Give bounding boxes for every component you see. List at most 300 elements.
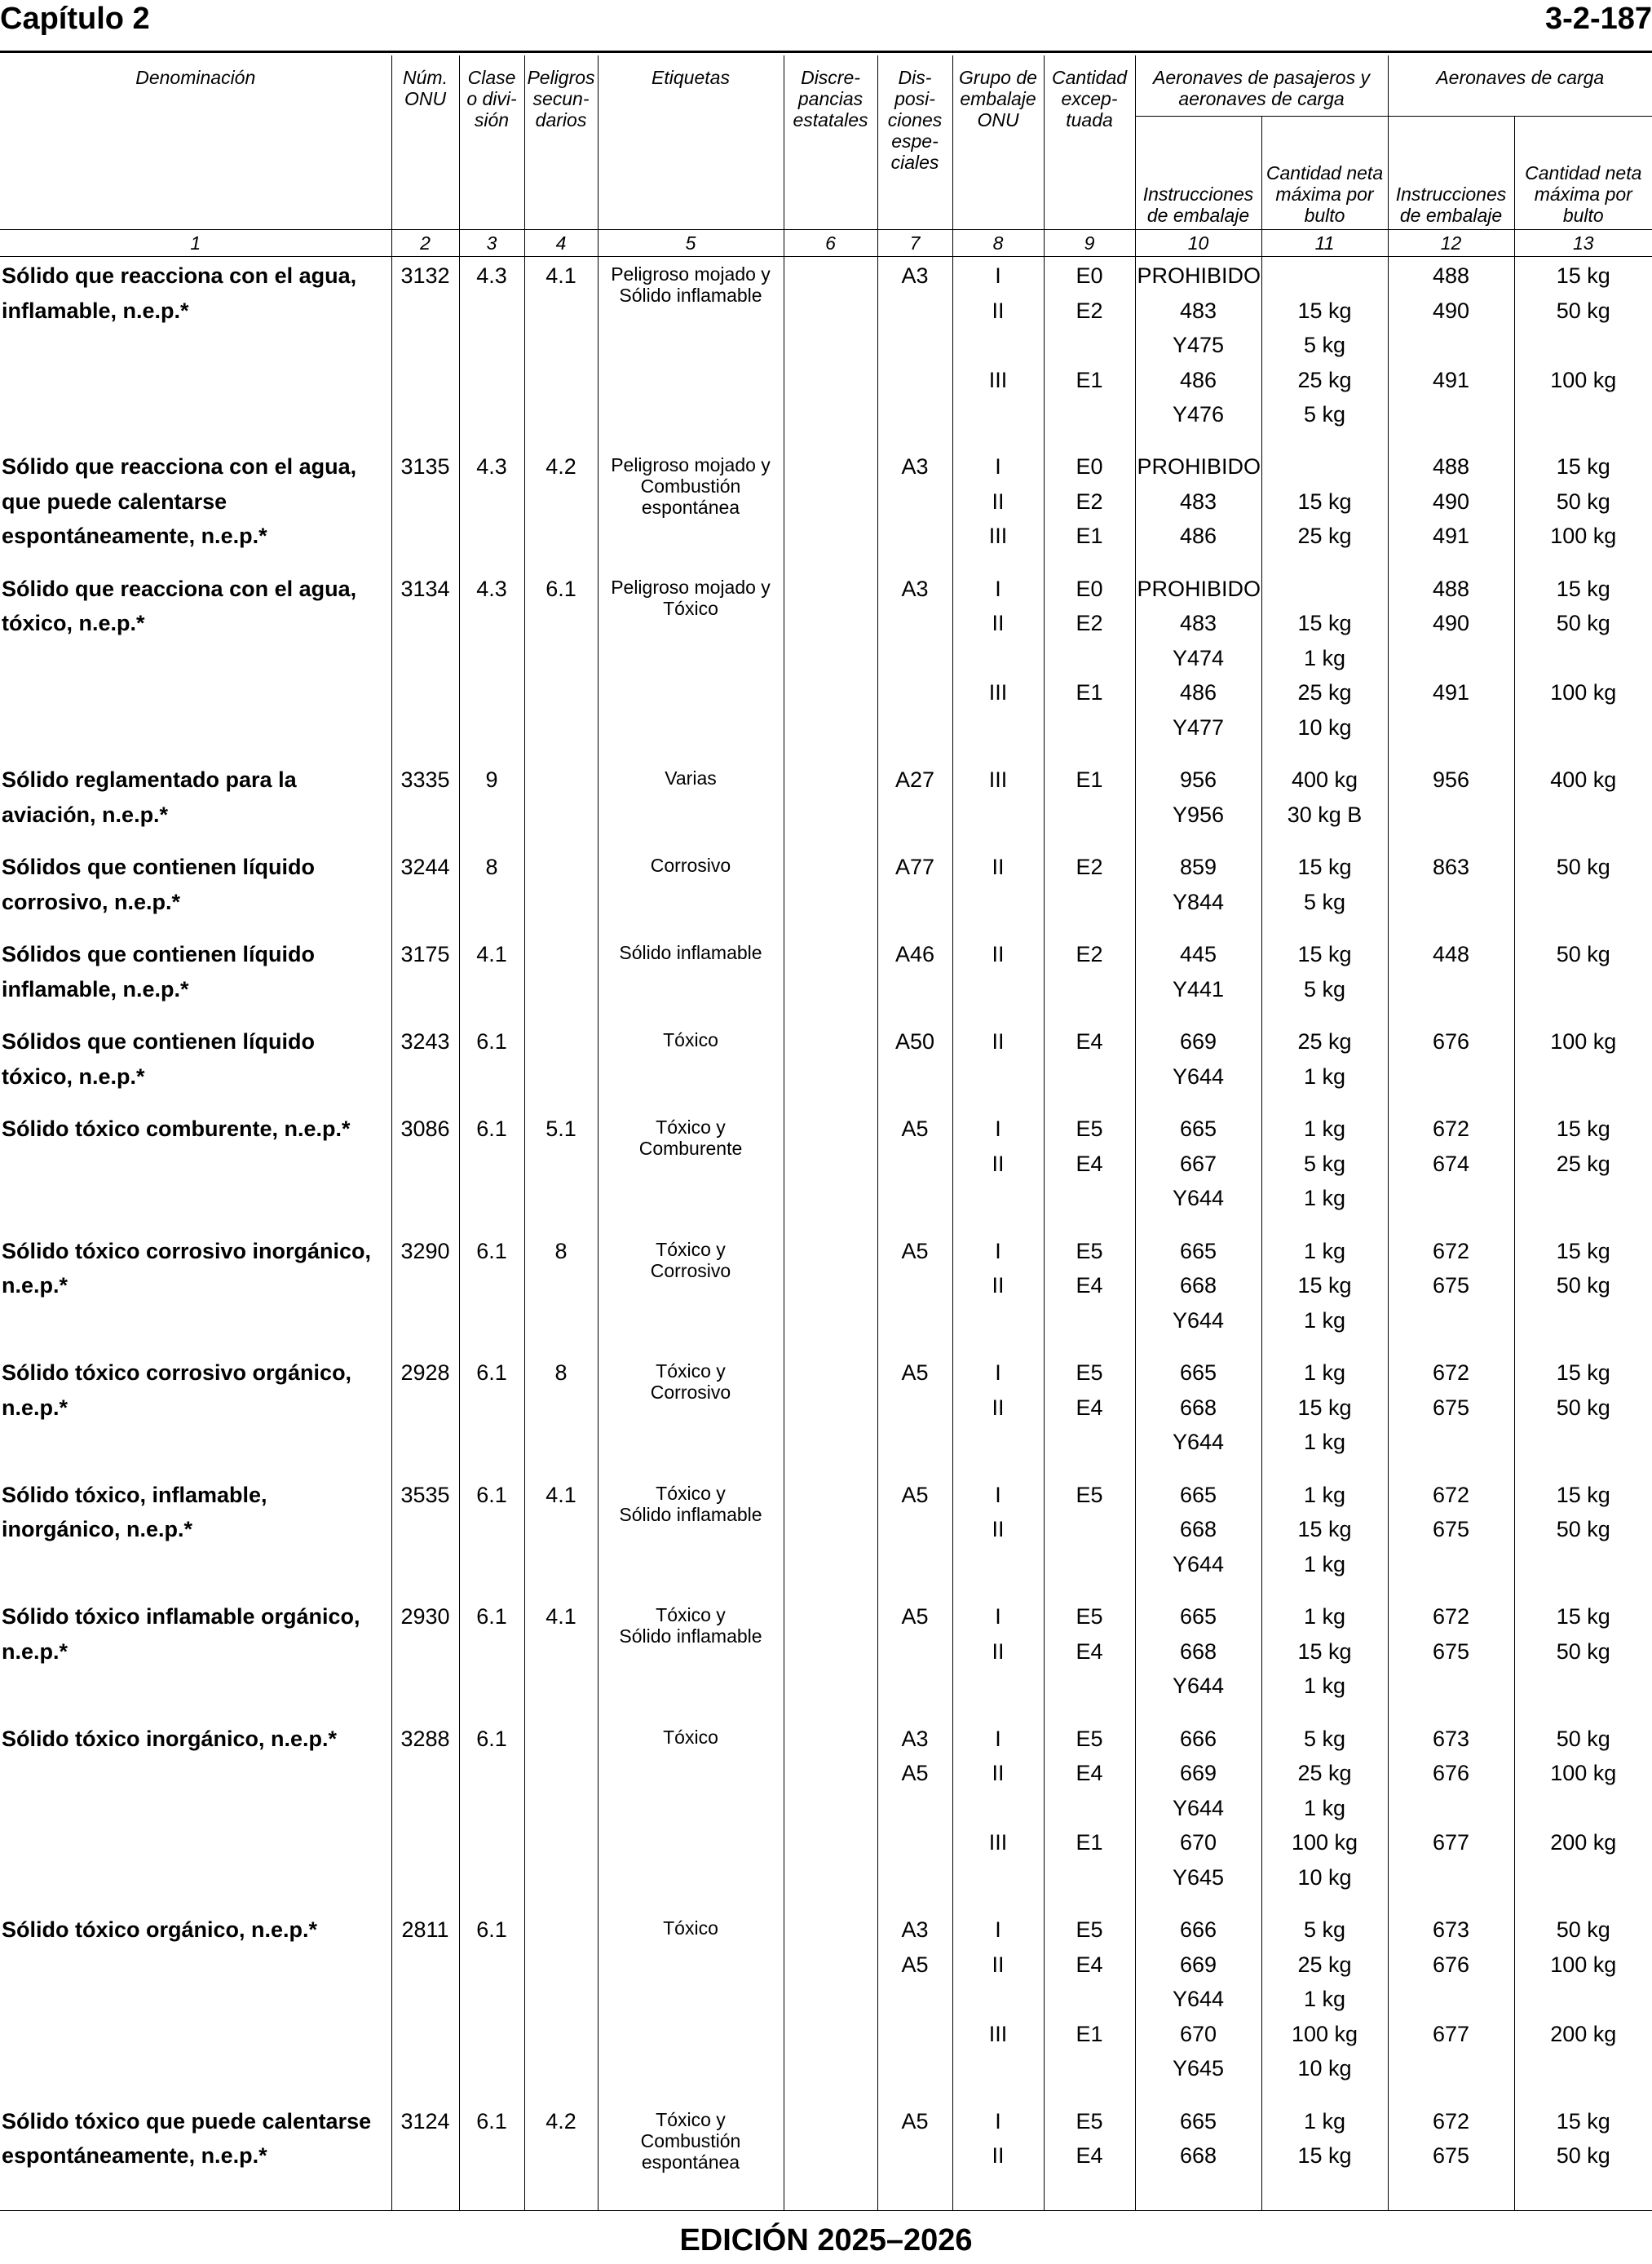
cell-line: 15 kg — [1297, 2143, 1352, 2168]
cell-clase — [459, 1476, 524, 1599]
cell-line: 50 kg — [1556, 298, 1610, 323]
cell-line: II — [992, 1395, 1005, 1420]
cell-line: Sólido que reacciona con el agua, — [2, 576, 357, 601]
filler-cell — [0, 2190, 391, 2211]
cell-line: 15 kg — [1297, 1395, 1352, 1420]
cell-etiquetas — [598, 257, 784, 449]
table-row — [0, 935, 1652, 1023]
edition-footer: EDICIÓN 2025–2026 — [679, 2223, 973, 2257]
cell-cant-cargo — [1514, 1911, 1652, 2103]
cell-line: 2930 — [400, 1604, 450, 1629]
cell-peligros — [524, 1598, 598, 1720]
cell-instr-pax — [1135, 1232, 1261, 1355]
cell-line: 25 kg — [1297, 680, 1352, 705]
cell-num-onu — [391, 761, 459, 848]
cell-instr-pax — [1135, 1720, 1261, 1912]
cell-instr-pax — [1135, 2103, 1261, 2190]
cell-line: Peligroso mojado y — [611, 454, 771, 475]
cell-line: Tóxico y — [656, 2108, 726, 2130]
cell-line: 677 — [1432, 1830, 1470, 1855]
cell-discrepancias — [784, 257, 877, 449]
cell-line: Y645 — [1172, 1864, 1225, 1890]
cell-line: 100 kg — [1291, 2021, 1358, 2046]
cell-line: 488 — [1432, 454, 1470, 479]
cell-disposiciones — [877, 1720, 952, 1912]
cell-instr-cargo — [1388, 848, 1514, 935]
cell-line: Sólidos que contienen líquido — [2, 855, 315, 879]
cell-line: 15 kg — [1556, 454, 1610, 479]
cell-num-onu — [391, 570, 459, 762]
cell-line: 50 kg — [1556, 1917, 1610, 1942]
cell-line: E4 — [1076, 1952, 1103, 1977]
cell-etiquetas — [598, 1911, 784, 2103]
cell-line — [786, 1024, 876, 1059]
col-header-discrepancias: Discre- pancias estatales — [784, 55, 877, 230]
cell-line: espontánea — [641, 497, 740, 518]
table-row — [0, 1720, 1652, 1912]
cell-instr-pax — [1135, 1476, 1261, 1599]
cell-line: Tóxico — [663, 597, 718, 619]
cell-disposiciones — [877, 1023, 952, 1110]
cell-discrepancias — [784, 848, 877, 935]
cell-line: II — [992, 942, 1005, 966]
cell-line: inorgánico, n.e.p.* — [2, 1517, 193, 1541]
cell-discrepancias — [784, 761, 877, 848]
cell-line: 665 — [1179, 1360, 1217, 1385]
cell-line: 15 kg — [1297, 1273, 1352, 1298]
cell-line — [786, 1599, 876, 1634]
column-number: 8 — [952, 230, 1044, 257]
cell-line: Tóxico y — [656, 1238, 726, 1260]
cell-line: A3 — [901, 576, 929, 601]
cell-grupo — [952, 257, 1044, 449]
cell-clase — [459, 935, 524, 1023]
cell-line: 25 kg — [1297, 1761, 1352, 1785]
cell-line: 1 kg — [1303, 1795, 1346, 1820]
cell-line: 10 kg — [1297, 2056, 1352, 2080]
cell-discrepancias — [784, 1911, 877, 2103]
cell-line — [1517, 2051, 1651, 2086]
cell-line: 1 kg — [1303, 1063, 1346, 1089]
cell-denominacion — [0, 1023, 391, 1110]
cell-line: Sólido que reacciona con el agua, — [2, 263, 357, 288]
cell-line: 677 — [1432, 2021, 1470, 2046]
cell-line: E5 — [1076, 1117, 1103, 1141]
cell-line: Tóxico y — [656, 1482, 726, 1504]
cell-line: 6.1 — [476, 1117, 507, 1141]
cell-line: 669 — [1179, 1029, 1217, 1054]
cell-line: 1 kg — [1303, 1674, 1346, 1698]
cell-instr-pax — [1135, 1598, 1261, 1720]
cell-line: A27 — [894, 767, 935, 792]
cell-cant-pax — [1261, 1110, 1388, 1232]
cell-line: II — [992, 2143, 1005, 2168]
cell-line: III — [988, 367, 1008, 392]
cell-line: 665 — [1179, 2108, 1217, 2134]
cell-line: 675 — [1432, 2143, 1470, 2168]
cell-line: Sólido que reacciona con el agua, — [2, 454, 357, 479]
cell-cant-pax — [1261, 848, 1388, 935]
cell-cant-cargo — [1514, 2103, 1652, 2190]
cell-denominacion — [0, 761, 391, 848]
cell-line — [1046, 1860, 1133, 1895]
cell-line: 1 kg — [1303, 1238, 1346, 1263]
column-number: 1 — [0, 230, 391, 257]
cell-peligros — [524, 1232, 598, 1355]
cell-clase — [459, 848, 524, 935]
cell-line: Sólido tóxico que puede calentarse — [2, 2108, 372, 2134]
cell-line — [786, 2104, 876, 2139]
cell-line: A5 — [901, 2108, 929, 2134]
cell-line — [1517, 397, 1651, 432]
col-header-clase: Clase o divi- sión — [459, 55, 524, 230]
cell-line: 666 — [1179, 1917, 1217, 1942]
cell-line: Tóxico — [663, 1029, 718, 1050]
cell-line: 8 — [554, 1238, 568, 1263]
cell-line: Sólidos que contienen líquido — [2, 942, 315, 966]
cell-line: E0 — [1076, 576, 1103, 601]
cell-instr-pax — [1135, 1110, 1261, 1232]
cell-line: 5.1 — [546, 1117, 576, 1141]
cell-line: 400 kg — [1291, 767, 1358, 792]
cell-line: n.e.p.* — [2, 1395, 68, 1420]
cell-line: 4.3 — [476, 576, 507, 601]
cell-grupo — [952, 1911, 1044, 2103]
cell-line: 3124 — [400, 2108, 450, 2134]
cell-disposiciones — [877, 935, 952, 1023]
cell-line: 672 — [1432, 1604, 1470, 1629]
cell-cantidad-exceptuada — [1044, 2103, 1135, 2190]
cell-line: A50 — [894, 1029, 935, 1054]
cell-grupo — [952, 935, 1044, 1023]
cell-line: espontáneamente, n.e.p.* — [2, 524, 267, 548]
cell-line — [1390, 1791, 1513, 1826]
bottom-rule — [0, 2210, 1652, 2211]
cell-line: 1 kg — [1303, 1360, 1346, 1385]
cell-clase — [459, 761, 524, 848]
cell-cant-cargo — [1514, 1110, 1652, 1232]
cell-grupo — [952, 1354, 1044, 1476]
cell-line: Y477 — [1172, 714, 1225, 740]
cell-line — [955, 710, 1042, 745]
cell-line: 483 — [1179, 611, 1217, 635]
cell-line: 5 kg — [1303, 1726, 1346, 1751]
cell-line: 665 — [1179, 1117, 1217, 1141]
cell-line: 50 kg — [1556, 1395, 1610, 1420]
cell-discrepancias — [784, 2103, 877, 2190]
cell-denominacion — [0, 1598, 391, 1720]
table-row — [0, 570, 1652, 762]
cell-line: Combustión — [640, 475, 741, 497]
cell-line: Y644 — [1172, 1430, 1225, 1454]
cell-line: A5 — [901, 1604, 929, 1629]
cell-line: 4.3 — [476, 263, 507, 288]
cell-denominacion — [0, 1476, 391, 1599]
cell-etiquetas — [598, 1720, 784, 1912]
cell-line: E5 — [1076, 1726, 1103, 1751]
cell-line: Tóxico y — [656, 1604, 726, 1625]
cell-disposiciones — [877, 2103, 952, 2190]
cell-denominacion — [0, 1720, 391, 1912]
cell-line: 100 kg — [1550, 1761, 1617, 1785]
cell-cantidad-exceptuada — [1044, 1354, 1135, 1476]
cell-line: 3243 — [400, 1029, 450, 1054]
column-number: 10 — [1135, 230, 1261, 257]
cell-line: 100 kg — [1550, 524, 1617, 548]
cell-line: A5 — [901, 1117, 929, 1141]
cell-line: Combustión — [640, 2129, 741, 2151]
cell-line: 15 kg — [1297, 298, 1352, 323]
cell-line: 676 — [1432, 1029, 1470, 1054]
cell-line: III — [988, 767, 1008, 792]
cell-line — [1390, 1860, 1513, 1895]
cell-line: 25 kg — [1297, 1952, 1352, 1977]
col-header-cant-cargo: Cantidad neta máxima por bulto — [1514, 117, 1652, 230]
cell-peligros — [524, 1911, 598, 2103]
cell-line: 673 — [1432, 1726, 1470, 1751]
column-number: 12 — [1388, 230, 1514, 257]
cell-cantidad-exceptuada — [1044, 1110, 1135, 1232]
cell-peligros — [524, 935, 598, 1023]
cell-line: 5 kg — [1303, 402, 1346, 427]
cell-line: Tóxico y — [656, 1360, 726, 1382]
cell-line: inflamable, n.e.p.* — [2, 976, 189, 1002]
cell-instr-pax — [1135, 848, 1261, 935]
table-row — [0, 1476, 1652, 1599]
cell-line: Sólido tóxico comburente, n.e.p.* — [2, 1117, 351, 1141]
cell-line: 4.1 — [546, 263, 576, 288]
cell-line: A5 — [901, 1952, 929, 1977]
cell-instr-pax — [1135, 1023, 1261, 1110]
cell-cantidad-exceptuada — [1044, 1911, 1135, 2103]
table-row — [0, 1232, 1652, 1355]
column-number: 9 — [1044, 230, 1135, 257]
cell-line: 15 kg — [1556, 1604, 1610, 1629]
cell-line: Y644 — [1172, 1795, 1225, 1820]
cell-line: 4.1 — [476, 942, 507, 966]
cell-line: 488 — [1432, 263, 1470, 288]
cell-line: 4.1 — [546, 1604, 576, 1629]
cell-instr-cargo — [1388, 1110, 1514, 1232]
cell-cant-cargo — [1514, 257, 1652, 449]
cell-num-onu — [391, 257, 459, 449]
cell-line: 675 — [1432, 1517, 1470, 1541]
cell-line: 3290 — [400, 1238, 450, 1263]
table-row — [0, 1110, 1652, 1232]
cell-line: 675 — [1432, 1638, 1470, 1664]
cell-line: 675 — [1432, 1273, 1470, 1298]
cell-line: 863 — [1432, 855, 1470, 879]
cell-line — [527, 850, 596, 885]
cell-disposiciones — [877, 257, 952, 449]
table-row — [0, 1023, 1652, 1110]
cell-line: Tóxico — [663, 1917, 718, 1939]
cell-line: que puede calentarse — [2, 489, 227, 514]
filler-cell — [1261, 2190, 1388, 2211]
cell-denominacion — [0, 570, 391, 762]
cell-line — [1046, 710, 1133, 745]
cell-num-onu — [391, 1232, 459, 1355]
cell-instr-cargo — [1388, 570, 1514, 762]
cell-line: 15 kg — [1556, 263, 1610, 288]
cell-line: Y644 — [1172, 1551, 1225, 1576]
cell-peligros — [524, 2103, 598, 2190]
col-header-num-onu: Núm. ONU — [391, 55, 459, 230]
cell-clase — [459, 1232, 524, 1355]
cell-grupo — [952, 1720, 1044, 1912]
cell-line: 50 kg — [1556, 855, 1610, 879]
table-row — [0, 848, 1652, 935]
cell-line: 675 — [1432, 1395, 1470, 1420]
cell-line — [1046, 2051, 1133, 2086]
cell-line: E5 — [1076, 1238, 1103, 1263]
cell-cantidad-exceptuada — [1044, 448, 1135, 570]
cell-line: E1 — [1076, 367, 1103, 392]
cell-disposiciones — [877, 1110, 952, 1232]
cell-line: 15 kg — [1556, 1117, 1610, 1141]
cell-cantidad-exceptuada — [1044, 570, 1135, 762]
cell-line: E4 — [1076, 1761, 1103, 1785]
cell-etiquetas — [598, 1354, 784, 1476]
cell-peligros — [524, 1354, 598, 1476]
cell-line: Corrosivo — [650, 1382, 731, 1403]
cell-line — [1390, 710, 1513, 745]
filler-cell — [1044, 2190, 1135, 2211]
cell-line: 10 kg — [1297, 714, 1352, 740]
col-header-cant-pax: Cantidad neta máxima por bulto — [1261, 117, 1388, 230]
cell-line: I — [995, 2108, 1001, 2134]
cell-line: 50 kg — [1556, 1726, 1610, 1751]
cell-line: 5 kg — [1303, 1917, 1346, 1942]
cell-denominacion — [0, 257, 391, 449]
cell-num-onu — [391, 1720, 459, 1912]
dangerous-goods-table — [0, 55, 1652, 2210]
cell-line: 668 — [1179, 1273, 1217, 1298]
cell-peligros — [524, 448, 598, 570]
cell-line: E5 — [1076, 1917, 1103, 1942]
cell-denominacion — [0, 1911, 391, 2103]
cell-line: Sólido tóxico, inflamable, — [2, 1482, 267, 1507]
cell-line: tóxico, n.e.p.* — [2, 1063, 145, 1089]
cell-line: 1 kg — [1303, 645, 1346, 670]
cell-line: 3086 — [400, 1117, 450, 1141]
cell-clase — [459, 1023, 524, 1110]
cell-line — [786, 1912, 876, 1948]
cell-denominacion — [0, 1110, 391, 1232]
cell-line — [1390, 641, 1513, 676]
cell-line: Sólido inflamable — [619, 285, 762, 306]
cell-num-onu — [391, 1354, 459, 1476]
cell-line: E4 — [1076, 1151, 1103, 1176]
cell-line: E1 — [1076, 2021, 1103, 2046]
cell-line: II — [992, 1151, 1005, 1176]
cell-line: I — [995, 1360, 1001, 1385]
cell-clase — [459, 448, 524, 570]
cell-cant-cargo — [1514, 570, 1652, 762]
cell-line: 3135 — [400, 454, 450, 479]
cell-line: Sólido reglamentado para la — [2, 767, 297, 792]
cell-line: II — [992, 611, 1005, 635]
col-header-peligros: Peligros secun- darios — [524, 55, 598, 230]
cell-grupo — [952, 848, 1044, 935]
cell-line: 490 — [1432, 489, 1470, 514]
cell-line: A5 — [901, 1761, 929, 1785]
cell-line: I — [995, 1726, 1001, 1751]
cell-line: Sólido tóxico corrosivo inorgánico, — [2, 1238, 372, 1263]
filler-cell — [524, 2190, 598, 2211]
cell-peligros — [524, 761, 598, 848]
cell-line: II — [992, 489, 1005, 514]
cell-etiquetas — [598, 1023, 784, 1110]
cell-line: 8 — [554, 1360, 568, 1385]
cell-line — [786, 1234, 876, 1269]
cell-line: E4 — [1076, 2143, 1103, 2168]
cell-line: PROHIBIDO — [1137, 454, 1261, 479]
filler-cell — [952, 2190, 1044, 2211]
column-number-row — [0, 230, 1652, 257]
cell-cantidad-exceptuada — [1044, 257, 1135, 449]
cell-line: E2 — [1076, 942, 1103, 966]
cell-line: 100 kg — [1550, 1029, 1617, 1054]
cell-line: Peligroso mojado y — [611, 263, 771, 285]
cell-line: 30 kg B — [1287, 802, 1363, 827]
cell-clase — [459, 570, 524, 762]
cell-line: Corrosivo — [650, 855, 731, 876]
cell-grupo — [952, 1232, 1044, 1355]
col-header-denominacion: Denominación — [0, 55, 391, 230]
cell-instr-cargo — [1388, 257, 1514, 449]
cell-line: II — [992, 1517, 1005, 1541]
cell-line: 668 — [1179, 2143, 1217, 2168]
cell-line: 50 kg — [1556, 1273, 1610, 1298]
cell-line — [1390, 2051, 1513, 2086]
cell-num-onu — [391, 2103, 459, 2190]
cell-line: 1 kg — [1303, 1604, 1346, 1629]
cell-line — [955, 397, 1042, 432]
cell-line: E4 — [1076, 1029, 1103, 1054]
cell-line: 491 — [1432, 367, 1470, 392]
cell-line: Y644 — [1172, 1674, 1225, 1698]
cell-line: 669 — [1179, 1761, 1217, 1785]
cell-num-onu — [391, 1911, 459, 2103]
cell-line: Y441 — [1172, 976, 1225, 1002]
cell-line — [527, 763, 596, 798]
cell-line: E0 — [1076, 263, 1103, 288]
col-header-disposiciones: Dis- posi- ciones espe- ciales — [877, 55, 952, 230]
table-row — [0, 257, 1652, 449]
cell-line — [786, 259, 876, 294]
cell-line: 15 kg — [1556, 2108, 1610, 2134]
filler-cell — [598, 2190, 784, 2211]
cell-peligros — [524, 1023, 598, 1110]
cell-cant-pax — [1261, 1911, 1388, 2103]
cell-grupo — [952, 761, 1044, 848]
cell-line: 3335 — [400, 767, 450, 792]
cell-etiquetas — [598, 1232, 784, 1355]
cell-line: Y644 — [1172, 1063, 1225, 1089]
cell-line — [1517, 710, 1651, 745]
cell-line: 448 — [1432, 942, 1470, 966]
cell-line: Y644 — [1172, 1186, 1225, 1210]
cell-line: 1 kg — [1303, 1551, 1346, 1576]
cell-grupo — [952, 2103, 1044, 2190]
cell-line: 491 — [1432, 680, 1470, 705]
cell-line: 4.3 — [476, 454, 507, 479]
cell-line: E5 — [1076, 1482, 1103, 1507]
cell-grupo — [952, 570, 1044, 762]
cell-line: 50 kg — [1556, 611, 1610, 635]
cell-disposiciones — [877, 1354, 952, 1476]
